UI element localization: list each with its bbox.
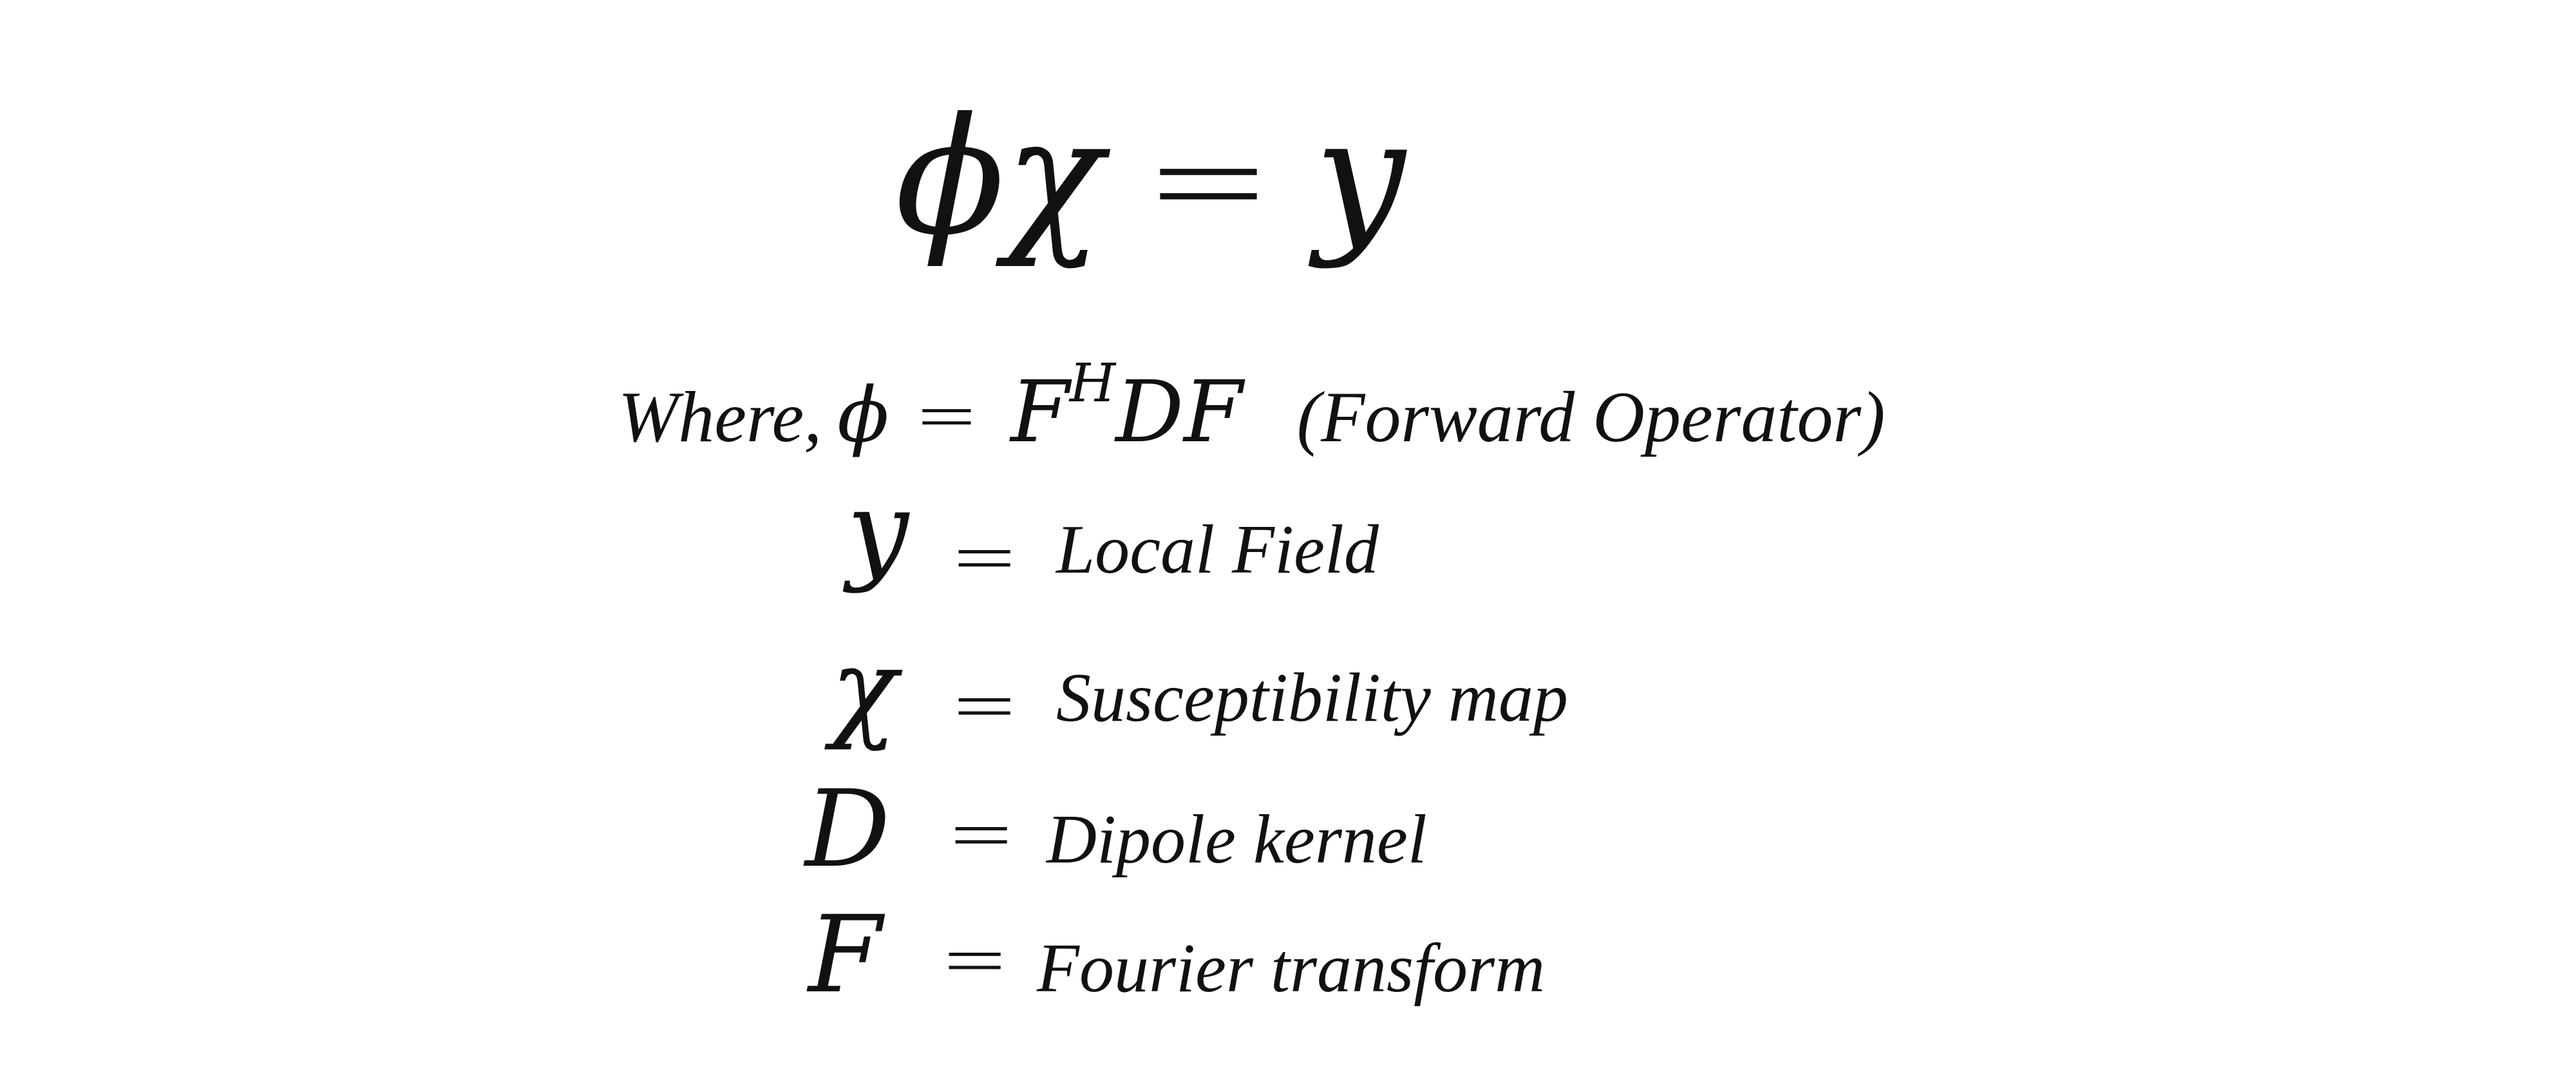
definition-row [808, 893, 882, 1016]
where-label: Where, [618, 377, 822, 457]
y-symbol: y [1314, 83, 1406, 271]
where-line [618, 353, 1886, 462]
forward-operator-base: F [1010, 363, 1070, 462]
where-phi-symbol: ϕ [837, 370, 889, 459]
definition-symbol: χ [831, 625, 898, 753]
definition-symbol: F [808, 893, 882, 1016]
definition-text: Fourier transform [1037, 930, 1546, 1007]
definition-equals: = [947, 785, 1016, 881]
where-equals-sign: = [914, 370, 980, 460]
definition-equals-wrapper [940, 911, 1010, 1007]
definition-text: Dipole kernel [1046, 801, 1427, 878]
definition-equals: = [950, 508, 1019, 604]
definition-text-wrapper [1046, 801, 1427, 878]
definition-equals: = [950, 656, 1019, 752]
forward-operator-expression [1010, 353, 1243, 462]
definition-row [805, 767, 891, 891]
equals-sign: = [1143, 89, 1274, 269]
definition-equals-wrapper [950, 508, 1019, 604]
definition-equals-wrapper [947, 785, 1016, 881]
definition-text: Susceptibility map [1056, 660, 1568, 736]
main-equation [895, 83, 1406, 271]
definition-equals: = [940, 911, 1010, 1007]
chi-symbol: χ [1005, 83, 1103, 271]
definition-symbol: y [847, 468, 909, 595]
forward-operator-note: (Forward Operator) [1296, 377, 1886, 457]
definition-row [847, 468, 909, 595]
definition-text: Local Field [1056, 511, 1379, 588]
phi-symbol: ϕ [895, 83, 1005, 271]
hermitian-superscript: H [1069, 353, 1116, 414]
forward-operator-rest: DF [1115, 363, 1243, 462]
definition-text-wrapper [1056, 660, 1568, 736]
definition-equals-wrapper [950, 656, 1019, 752]
definition-row [831, 625, 898, 753]
definition-text-wrapper [1037, 930, 1546, 1007]
definition-symbol: D [805, 767, 891, 891]
definition-text-wrapper [1056, 511, 1379, 588]
